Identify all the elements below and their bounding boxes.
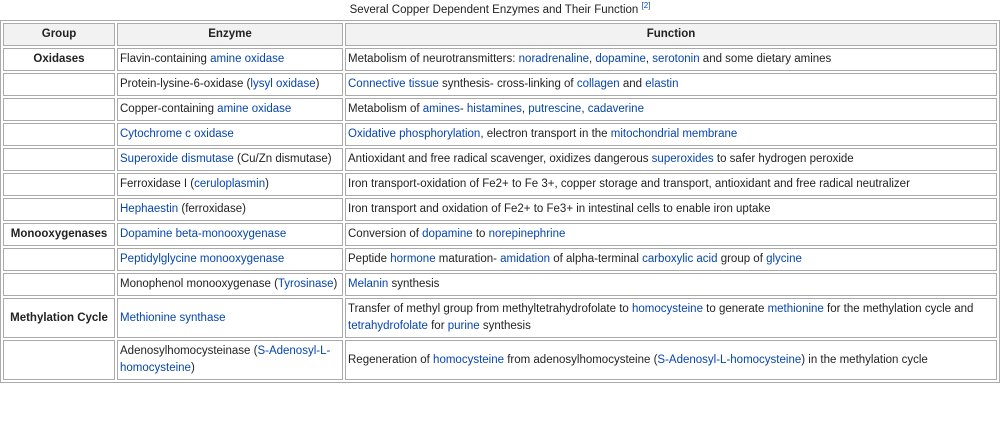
group-cell: Oxidases	[3, 48, 115, 71]
cell-link[interactable]: dopamine	[422, 228, 473, 240]
enzyme-cell	[117, 148, 343, 171]
cell-text: Metabolism of	[348, 103, 423, 115]
group-cell	[3, 173, 115, 196]
cell-text: to safer hydrogen peroxide	[713, 153, 854, 165]
table-row	[3, 248, 997, 271]
table-row	[3, 148, 997, 171]
copper-enzymes-table	[0, 20, 1000, 383]
enzyme-cell	[117, 173, 343, 196]
cell-text: )	[265, 178, 269, 190]
group-cell	[3, 340, 115, 380]
cell-link[interactable]: homocysteine	[632, 303, 703, 315]
cell-text: Protein-lysine-6-oxidase (	[120, 78, 251, 90]
enzyme-cell	[117, 273, 343, 296]
cell-text: of alpha-terminal	[550, 253, 643, 265]
table-row	[3, 98, 997, 121]
cell-text: synthesis	[388, 278, 440, 290]
cell-link[interactable]: Cytochrome c oxidase	[120, 128, 234, 140]
function-cell	[345, 123, 997, 146]
cell-text: Antioxidant and free radical scavenger, oxidizes dangerous	[348, 153, 652, 165]
cell-link[interactable]: amine oxidase	[217, 103, 292, 115]
group-cell	[3, 248, 115, 271]
cell-link[interactable]: Peptidylglycine monooxygenase	[120, 253, 285, 265]
group-cell	[3, 148, 115, 171]
enzyme-cell	[117, 298, 343, 338]
cell-link[interactable]: S-Adenosyl-L-homocysteine	[120, 345, 331, 374]
function-cell	[345, 48, 997, 71]
function-cell	[345, 198, 997, 221]
function-cell	[345, 223, 997, 246]
table-row	[3, 73, 997, 96]
enzyme-cell	[117, 198, 343, 221]
table-row	[3, 198, 997, 221]
header-group: Group	[3, 23, 115, 46]
cell-text: -	[459, 103, 467, 115]
table-row	[3, 123, 997, 146]
cell-link[interactable]: norepinephrine	[488, 228, 566, 240]
function-cell	[345, 73, 997, 96]
cell-link[interactable]: putrescine	[528, 103, 582, 115]
group-cell	[3, 98, 115, 121]
header-row	[3, 23, 997, 46]
cell-text: for	[427, 320, 448, 332]
cell-link[interactable]: histamines	[466, 103, 522, 115]
cell-link[interactable]: Melanin	[348, 278, 389, 290]
cell-text: Ferroxidase I (	[120, 178, 195, 190]
group-cell	[3, 123, 115, 146]
cell-link[interactable]: Oxidative phosphorylation	[348, 128, 481, 140]
cell-link[interactable]: Methionine synthase	[120, 311, 226, 324]
cell-text: for the methylation cycle and	[823, 303, 974, 315]
cell-text: Flavin-containing	[120, 53, 211, 65]
cell-text: Adenosylhomocysteinase (	[120, 345, 258, 357]
cell-link[interactable]: methionine	[767, 303, 824, 315]
cell-link[interactable]: mitochondrial membrane	[610, 128, 738, 140]
enzyme-cell	[117, 123, 343, 146]
cell-link[interactable]: Hephaestin	[120, 203, 179, 215]
cell-text: from adenosylhomocysteine (	[504, 353, 658, 366]
enzyme-cell	[117, 48, 343, 71]
cell-link[interactable]: ceruloplasmin	[194, 178, 266, 190]
cell-link[interactable]: amines	[422, 103, 460, 115]
table-row	[3, 48, 997, 71]
cell-link[interactable]: lysyl oxidase	[250, 78, 316, 90]
group-cell	[3, 73, 115, 96]
cell-link[interactable]: Connective tissue	[348, 78, 439, 90]
cell-link[interactable]: noradrenaline	[518, 53, 589, 65]
cell-text: group of	[717, 253, 767, 265]
reference-link[interactable]: [2]	[641, 1, 651, 11]
group-cell	[3, 273, 115, 296]
table-row	[3, 298, 997, 338]
table-row	[3, 223, 997, 246]
cell-text: maturation-	[435, 253, 501, 265]
cell-text: )	[333, 278, 338, 290]
cell-text: Iron transport-oxidation of Fe2+ to Fe 3+, copper storage and transport, antioxidant and free radical neutralizer	[348, 178, 910, 190]
cell-link[interactable]: glycine	[766, 253, 802, 265]
group-cell: Methylation Cycle	[3, 298, 115, 338]
cell-text: , electron transport in the	[480, 128, 611, 140]
cell-link[interactable]: homocysteine	[433, 353, 505, 366]
cell-link[interactable]: amine oxidase	[210, 53, 285, 65]
cell-text: Conversion of	[348, 228, 423, 240]
cell-link[interactable]: superoxides	[651, 153, 714, 165]
cell-text: )	[315, 78, 320, 90]
cell-text: Copper-containing	[120, 103, 218, 115]
cell-link[interactable]: cadaverine	[587, 103, 644, 115]
table-row	[3, 340, 997, 380]
cell-text: ,	[521, 103, 529, 115]
group-cell	[3, 198, 115, 221]
caption-text: Several Copper Dependent Enzymes and Their Function	[349, 4, 642, 16]
cell-text: Iron transport and oxidation of Fe2+ to Fe3+ in intestinal cells to enable iron uptake	[348, 203, 771, 215]
cell-link[interactable]: tetrahydrofolate	[348, 320, 428, 332]
cell-text: synthesis	[479, 320, 531, 332]
cell-link[interactable]: Dopamine beta-monooxygenase	[120, 228, 287, 240]
cell-text: and	[619, 78, 646, 90]
function-cell	[345, 273, 997, 296]
cell-text: and some dietary amines	[699, 53, 832, 65]
function-cell	[345, 173, 997, 196]
cell-text: Peptide	[348, 253, 391, 265]
header-function: Function	[345, 23, 997, 46]
function-cell	[345, 340, 997, 380]
function-cell	[345, 298, 997, 338]
table-row	[3, 273, 997, 296]
cell-link[interactable]: dopamine	[595, 53, 646, 65]
cell-link[interactable]: S-Adenosyl-L-homocysteine	[657, 353, 802, 366]
cell-text: (ferroxidase)	[178, 203, 246, 215]
cell-text: Metabolism of neurotransmitters:	[348, 53, 519, 65]
function-cell	[345, 98, 997, 121]
cell-link[interactable]: amidation	[500, 253, 551, 265]
enzyme-cell	[117, 98, 343, 121]
cell-link[interactable]: carboxylic acid	[642, 253, 718, 265]
cell-link[interactable]: hormone	[390, 253, 436, 265]
cell-link[interactable]: purine	[447, 320, 480, 332]
cell-text: Regeneration of	[348, 353, 434, 366]
caption-reference	[642, 1, 651, 10]
cell-text: Transfer of methyl group from methyltetrahydrofolate to	[348, 303, 633, 315]
cell-text: )	[190, 362, 195, 374]
table-body	[3, 48, 997, 380]
cell-link[interactable]: serotonin	[652, 53, 700, 65]
cell-link[interactable]: Superoxide dismutase	[120, 153, 234, 165]
enzyme-cell	[117, 223, 343, 246]
cell-text: ) in the methylation cycle	[801, 353, 928, 366]
cell-text: ,	[589, 53, 596, 65]
cell-text: to generate	[702, 303, 768, 315]
cell-link[interactable]: collagen	[576, 78, 620, 90]
cell-text: synthesis- cross-linking of	[438, 78, 577, 90]
function-cell	[345, 148, 997, 171]
header-enzyme: Enzyme	[117, 23, 343, 46]
enzyme-cell	[117, 73, 343, 96]
enzyme-cell	[117, 248, 343, 271]
function-cell	[345, 248, 997, 271]
cell-text: (Cu/Zn dismutase)	[233, 153, 332, 165]
cell-text: ,	[581, 103, 588, 115]
cell-link[interactable]: Tyrosinase	[277, 278, 334, 290]
cell-text: ,	[645, 53, 653, 65]
cell-link[interactable]: elastin	[645, 78, 679, 90]
cell-text: to	[472, 228, 489, 240]
cell-text: Monophenol monooxygenase (	[120, 278, 278, 290]
table-row	[3, 173, 997, 196]
table-caption	[0, 0, 1000, 20]
enzyme-cell	[117, 340, 343, 380]
group-cell: Monooxygenases	[3, 223, 115, 246]
